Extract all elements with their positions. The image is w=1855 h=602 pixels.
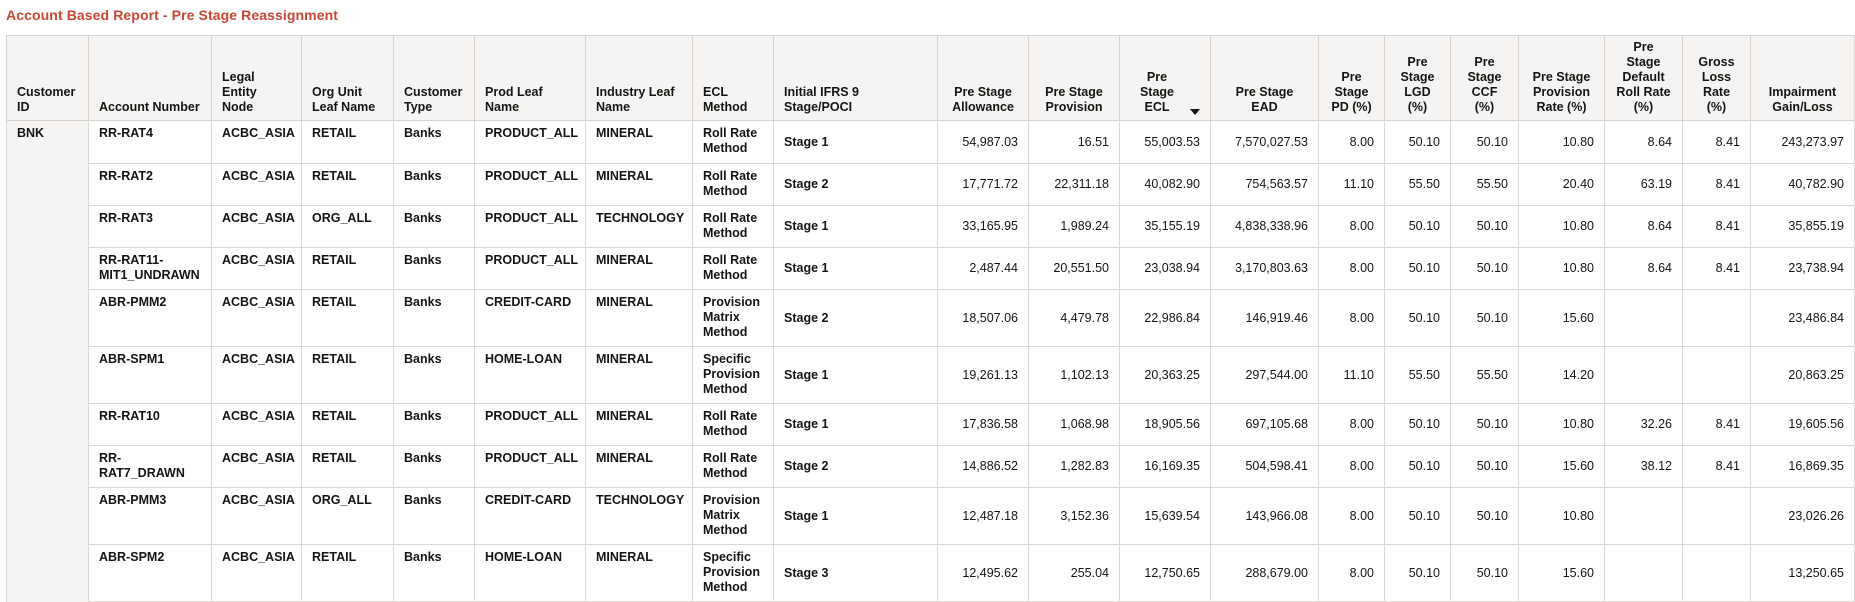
- cell-legal-entity: ACBC_ASIA: [212, 404, 302, 446]
- cell-legal-entity: ACBC_ASIA: [212, 347, 302, 404]
- col-ecl[interactable]: [1120, 36, 1211, 121]
- cell-ead: 288,679.00: [1211, 545, 1319, 602]
- table-row[interactable]: [7, 206, 1855, 248]
- cell-allowance: 12,495.62: [938, 545, 1029, 602]
- cell-ead: 4,838,338.96: [1211, 206, 1319, 248]
- cell-pd: 8.00: [1319, 545, 1385, 602]
- cell-impairment: 243,273.97: [1751, 121, 1855, 164]
- cell-customer-type: Banks: [394, 347, 475, 404]
- cell-org-unit: ORG_ALL: [302, 488, 394, 545]
- cell-gross-loss-rate: 8.41: [1683, 248, 1751, 290]
- table-row[interactable]: [7, 121, 1855, 164]
- cell-lgd: 50.10: [1385, 206, 1451, 248]
- cell-customer-id: [7, 545, 89, 602]
- cell-ecl-method: Roll Rate Method: [693, 121, 774, 164]
- cell-ecl: 23,038.94: [1120, 248, 1211, 290]
- cell-account-number: RR-RAT10: [89, 404, 212, 446]
- cell-customer-type: Banks: [394, 164, 475, 206]
- cell-provision: 3,152.36: [1029, 488, 1120, 545]
- cell-initial-stage: Stage 2: [774, 290, 938, 347]
- cell-lgd: 50.10: [1385, 121, 1451, 164]
- cell-ecl-method: Roll Rate Method: [693, 404, 774, 446]
- sort-descending-icon[interactable]: [1190, 109, 1200, 115]
- cell-provision-rate: 10.80: [1519, 488, 1605, 545]
- table-header: [7, 36, 1855, 121]
- cell-gross-loss-rate: [1683, 347, 1751, 404]
- cell-org-unit: RETAIL: [302, 164, 394, 206]
- cell-prod-leaf: PRODUCT_ALL: [475, 248, 586, 290]
- table-row[interactable]: [7, 545, 1855, 602]
- table-row[interactable]: [7, 488, 1855, 545]
- col-impairment[interactable]: Impairment Gain/Loss: [1751, 36, 1855, 121]
- cell-ecl-method: Roll Rate Method: [693, 206, 774, 248]
- col-initial-stage[interactable]: Initial IFRS 9 Stage/POCI: [774, 36, 938, 121]
- table-row[interactable]: [7, 248, 1855, 290]
- report-table-container: [6, 35, 1844, 594]
- cell-ccf: 50.10: [1451, 248, 1519, 290]
- cell-impairment: 23,486.84: [1751, 290, 1855, 347]
- cell-account-number: ABR-SPM1: [89, 347, 212, 404]
- cell-ecl-method: Roll Rate Method: [693, 248, 774, 290]
- cell-provision-rate: 15.60: [1519, 446, 1605, 488]
- cell-provision-rate: 10.80: [1519, 404, 1605, 446]
- cell-impairment: 13,250.65: [1751, 545, 1855, 602]
- cell-default-roll-rate: 8.64: [1605, 248, 1683, 290]
- cell-legal-entity: ACBC_ASIA: [212, 545, 302, 602]
- cell-ecl-method: Provision Matrix Method: [693, 488, 774, 545]
- cell-initial-stage: Stage 1: [774, 206, 938, 248]
- cell-ecl: 18,905.56: [1120, 404, 1211, 446]
- cell-ecl-method: Specific Provision Method: [693, 545, 774, 602]
- cell-impairment: 35,855.19: [1751, 206, 1855, 248]
- cell-provision: 22,311.18: [1029, 164, 1120, 206]
- cell-default-roll-rate: [1605, 290, 1683, 347]
- cell-ecl: 20,363.25: [1120, 347, 1211, 404]
- cell-lgd: 50.10: [1385, 545, 1451, 602]
- table-body: [7, 121, 1855, 602]
- cell-allowance: 18,507.06: [938, 290, 1029, 347]
- cell-customer-type: Banks: [394, 488, 475, 545]
- cell-ccf: 50.10: [1451, 446, 1519, 488]
- cell-ccf: 50.10: [1451, 206, 1519, 248]
- cell-customer-id: [7, 290, 89, 347]
- cell-gross-loss-rate: [1683, 290, 1751, 347]
- col-ead[interactable]: Pre Stage EAD: [1211, 36, 1319, 121]
- cell-ecl-method: Specific Provision Method: [693, 347, 774, 404]
- cell-allowance: 17,836.58: [938, 404, 1029, 446]
- cell-ecl: 15,639.54: [1120, 488, 1211, 545]
- cell-ecl: 22,986.84: [1120, 290, 1211, 347]
- cell-pd: 8.00: [1319, 290, 1385, 347]
- cell-impairment: 23,026.26: [1751, 488, 1855, 545]
- col-ccf[interactable]: Pre Stage CCF (%): [1451, 36, 1519, 121]
- cell-gross-loss-rate: [1683, 545, 1751, 602]
- cell-org-unit: ORG_ALL: [302, 206, 394, 248]
- cell-legal-entity: ACBC_ASIA: [212, 164, 302, 206]
- table-row[interactable]: [7, 347, 1855, 404]
- cell-gross-loss-rate: 8.41: [1683, 121, 1751, 164]
- cell-account-number: ABR-SPM2: [89, 545, 212, 602]
- cell-prod-leaf: PRODUCT_ALL: [475, 121, 586, 164]
- cell-org-unit: RETAIL: [302, 248, 394, 290]
- cell-provision: 16.51: [1029, 121, 1120, 164]
- cell-allowance: 19,261.13: [938, 347, 1029, 404]
- cell-ecl: 40,082.90: [1120, 164, 1211, 206]
- cell-ccf: 50.10: [1451, 404, 1519, 446]
- cell-industry-leaf: MINERAL: [586, 404, 693, 446]
- col-provision[interactable]: Pre Stage Provision: [1029, 36, 1120, 121]
- cell-ecl: 55,003.53: [1120, 121, 1211, 164]
- cell-customer-id: BNK: [7, 121, 89, 164]
- cell-pd: 8.00: [1319, 404, 1385, 446]
- cell-initial-stage: Stage 1: [774, 121, 938, 164]
- cell-ecl-method: Roll Rate Method: [693, 446, 774, 488]
- cell-org-unit: RETAIL: [302, 446, 394, 488]
- cell-account-number: RR-RAT3: [89, 206, 212, 248]
- col-customer-type[interactable]: Customer Type: [394, 36, 475, 121]
- cell-legal-entity: ACBC_ASIA: [212, 248, 302, 290]
- cell-default-roll-rate: [1605, 488, 1683, 545]
- cell-prod-leaf: HOME-LOAN: [475, 545, 586, 602]
- cell-customer-id: [7, 206, 89, 248]
- cell-customer-id: [7, 488, 89, 545]
- cell-lgd: 50.10: [1385, 404, 1451, 446]
- cell-pd: 8.00: [1319, 446, 1385, 488]
- cell-initial-stage: Stage 3: [774, 545, 938, 602]
- cell-ecl-method: Provision Matrix Method: [693, 290, 774, 347]
- cell-industry-leaf: MINERAL: [586, 121, 693, 164]
- report-title: Account Based Report - Pre Stage Reassignment: [6, 7, 339, 23]
- cell-initial-stage: Stage 1: [774, 404, 938, 446]
- cell-pd: 8.00: [1319, 121, 1385, 164]
- cell-ead: 3,170,803.63: [1211, 248, 1319, 290]
- col-org-unit[interactable]: Org Unit Leaf Name: [302, 36, 394, 121]
- cell-allowance: 33,165.95: [938, 206, 1029, 248]
- col-lgd[interactable]: Pre Stage LGD (%): [1385, 36, 1451, 121]
- cell-provision-rate: 10.80: [1519, 121, 1605, 164]
- col-ecl-method[interactable]: ECL Method: [693, 36, 774, 121]
- cell-customer-type: Banks: [394, 206, 475, 248]
- cell-ccf: 55.50: [1451, 347, 1519, 404]
- cell-ecl: 12,750.65: [1120, 545, 1211, 602]
- cell-industry-leaf: MINERAL: [586, 290, 693, 347]
- cell-ead: 754,563.57: [1211, 164, 1319, 206]
- col-default-roll-rate[interactable]: Pre Stage Default Roll Rate (%): [1605, 36, 1683, 121]
- cell-provision: 1,989.24: [1029, 206, 1120, 248]
- cell-provision: 1,068.98: [1029, 404, 1120, 446]
- col-legal-entity[interactable]: Legal Entity Node: [212, 36, 302, 121]
- cell-legal-entity: ACBC_ASIA: [212, 290, 302, 347]
- cell-default-roll-rate: 32.26: [1605, 404, 1683, 446]
- cell-account-number: RR-RAT4: [89, 121, 212, 164]
- cell-allowance: 17,771.72: [938, 164, 1029, 206]
- cell-ccf: 50.10: [1451, 488, 1519, 545]
- cell-org-unit: RETAIL: [302, 347, 394, 404]
- cell-provision: 20,551.50: [1029, 248, 1120, 290]
- cell-ccf: 50.10: [1451, 545, 1519, 602]
- cell-account-number: ABR-PMM2: [89, 290, 212, 347]
- cell-impairment: 16,869.35: [1751, 446, 1855, 488]
- cell-customer-id: [7, 347, 89, 404]
- cell-lgd: 50.10: [1385, 248, 1451, 290]
- col-gross-loss-rate[interactable]: Gross Loss Rate (%): [1683, 36, 1751, 121]
- cell-pd: 8.00: [1319, 248, 1385, 290]
- cell-provision-rate: 20.40: [1519, 164, 1605, 206]
- cell-customer-type: Banks: [394, 248, 475, 290]
- cell-industry-leaf: MINERAL: [586, 446, 693, 488]
- cell-org-unit: RETAIL: [302, 404, 394, 446]
- cell-initial-stage: Stage 1: [774, 347, 938, 404]
- cell-ccf: 55.50: [1451, 164, 1519, 206]
- cell-default-roll-rate: [1605, 545, 1683, 602]
- col-pd[interactable]: Pre Stage PD (%): [1319, 36, 1385, 121]
- cell-provision-rate: 14.20: [1519, 347, 1605, 404]
- cell-legal-entity: ACBC_ASIA: [212, 121, 302, 164]
- cell-org-unit: RETAIL: [302, 121, 394, 164]
- cell-lgd: 50.10: [1385, 446, 1451, 488]
- col-allowance[interactable]: Pre Stage Allowance: [938, 36, 1029, 121]
- cell-customer-type: Banks: [394, 290, 475, 347]
- cell-ead: 146,919.46: [1211, 290, 1319, 347]
- cell-industry-leaf: TECHNOLOGY: [586, 488, 693, 545]
- cell-prod-leaf: CREDIT-CARD: [475, 488, 586, 545]
- cell-ead: 697,105.68: [1211, 404, 1319, 446]
- cell-ead: 504,598.41: [1211, 446, 1319, 488]
- cell-prod-leaf: PRODUCT_ALL: [475, 404, 586, 446]
- cell-initial-stage: Stage 2: [774, 164, 938, 206]
- cell-prod-leaf: PRODUCT_ALL: [475, 164, 586, 206]
- cell-customer-type: Banks: [394, 545, 475, 602]
- cell-provision: 1,102.13: [1029, 347, 1120, 404]
- cell-lgd: 55.50: [1385, 347, 1451, 404]
- cell-lgd: 50.10: [1385, 290, 1451, 347]
- cell-provision: 4,479.78: [1029, 290, 1120, 347]
- cell-provision: 255.04: [1029, 545, 1120, 602]
- cell-initial-stage: Stage 1: [774, 248, 938, 290]
- cell-prod-leaf: PRODUCT_ALL: [475, 446, 586, 488]
- cell-allowance: 2,487.44: [938, 248, 1029, 290]
- cell-initial-stage: Stage 2: [774, 446, 938, 488]
- cell-impairment: 40,782.90: [1751, 164, 1855, 206]
- cell-industry-leaf: MINERAL: [586, 347, 693, 404]
- col-customer-id[interactable]: Customer ID: [7, 36, 89, 121]
- cell-legal-entity: ACBC_ASIA: [212, 206, 302, 248]
- cell-provision-rate: 10.80: [1519, 248, 1605, 290]
- cell-customer-id: [7, 164, 89, 206]
- cell-account-number: RR-RAT7_DRAWN: [89, 446, 212, 488]
- cell-default-roll-rate: 38.12: [1605, 446, 1683, 488]
- cell-provision-rate: 10.80: [1519, 206, 1605, 248]
- cell-ecl: 35,155.19: [1120, 206, 1211, 248]
- cell-pd: 11.10: [1319, 347, 1385, 404]
- cell-customer-type: Banks: [394, 446, 475, 488]
- cell-default-roll-rate: 63.19: [1605, 164, 1683, 206]
- cell-pd: 8.00: [1319, 488, 1385, 545]
- cell-account-number: RR-RAT11-MIT1_UNDRAWN: [89, 248, 212, 290]
- cell-ead: 7,570,027.53: [1211, 121, 1319, 164]
- cell-default-roll-rate: [1605, 347, 1683, 404]
- cell-gross-loss-rate: 8.41: [1683, 404, 1751, 446]
- cell-customer-id: [7, 404, 89, 446]
- cell-prod-leaf: HOME-LOAN: [475, 347, 586, 404]
- cell-ccf: 50.10: [1451, 290, 1519, 347]
- cell-impairment: 20,863.25: [1751, 347, 1855, 404]
- cell-provision: 1,282.83: [1029, 446, 1120, 488]
- cell-industry-leaf: MINERAL: [586, 248, 693, 290]
- cell-account-number: RR-RAT2: [89, 164, 212, 206]
- table-row[interactable]: [7, 164, 1855, 206]
- cell-industry-leaf: MINERAL: [586, 164, 693, 206]
- col-prod-leaf[interactable]: Prod Leaf Name: [475, 36, 586, 121]
- cell-allowance: 14,886.52: [938, 446, 1029, 488]
- cell-ecl-method: Roll Rate Method: [693, 164, 774, 206]
- cell-default-roll-rate: 8.64: [1605, 206, 1683, 248]
- cell-industry-leaf: MINERAL: [586, 545, 693, 602]
- table-row[interactable]: [7, 290, 1855, 347]
- table-row[interactable]: [7, 404, 1855, 446]
- cell-ccf: 50.10: [1451, 121, 1519, 164]
- cell-impairment: 19,605.56: [1751, 404, 1855, 446]
- cell-customer-id: [7, 446, 89, 488]
- col-provision-rate[interactable]: Pre Stage Provision Rate (%): [1519, 36, 1605, 121]
- cell-allowance: 54,987.03: [938, 121, 1029, 164]
- cell-prod-leaf: PRODUCT_ALL: [475, 206, 586, 248]
- cell-legal-entity: ACBC_ASIA: [212, 488, 302, 545]
- table-row[interactable]: [7, 446, 1855, 488]
- cell-org-unit: RETAIL: [302, 290, 394, 347]
- cell-provision-rate: 15.60: [1519, 545, 1605, 602]
- cell-provision-rate: 15.60: [1519, 290, 1605, 347]
- col-ecl-label: Pre Stage ECL: [1139, 70, 1175, 114]
- cell-org-unit: RETAIL: [302, 545, 394, 602]
- cell-gross-loss-rate: 8.41: [1683, 446, 1751, 488]
- cell-gross-loss-rate: 8.41: [1683, 164, 1751, 206]
- cell-ead: 297,544.00: [1211, 347, 1319, 404]
- cell-legal-entity: ACBC_ASIA: [212, 446, 302, 488]
- cell-industry-leaf: TECHNOLOGY: [586, 206, 693, 248]
- cell-pd: 11.10: [1319, 164, 1385, 206]
- cell-account-number: ABR-PMM3: [89, 488, 212, 545]
- cell-lgd: 50.10: [1385, 488, 1451, 545]
- cell-gross-loss-rate: 8.41: [1683, 206, 1751, 248]
- cell-impairment: 23,738.94: [1751, 248, 1855, 290]
- cell-ecl: 16,169.35: [1120, 446, 1211, 488]
- report-table: [6, 35, 1855, 602]
- col-industry-leaf[interactable]: Industry Leaf Name: [586, 36, 693, 121]
- col-account-number[interactable]: Account Number: [89, 36, 212, 121]
- cell-allowance: 12,487.18: [938, 488, 1029, 545]
- cell-prod-leaf: CREDIT-CARD: [475, 290, 586, 347]
- cell-customer-id: [7, 248, 89, 290]
- cell-pd: 8.00: [1319, 206, 1385, 248]
- cell-default-roll-rate: 8.64: [1605, 121, 1683, 164]
- cell-customer-type: Banks: [394, 404, 475, 446]
- cell-ead: 143,966.08: [1211, 488, 1319, 545]
- cell-initial-stage: Stage 1: [774, 488, 938, 545]
- cell-gross-loss-rate: [1683, 488, 1751, 545]
- cell-customer-type: Banks: [394, 121, 475, 164]
- cell-lgd: 55.50: [1385, 164, 1451, 206]
